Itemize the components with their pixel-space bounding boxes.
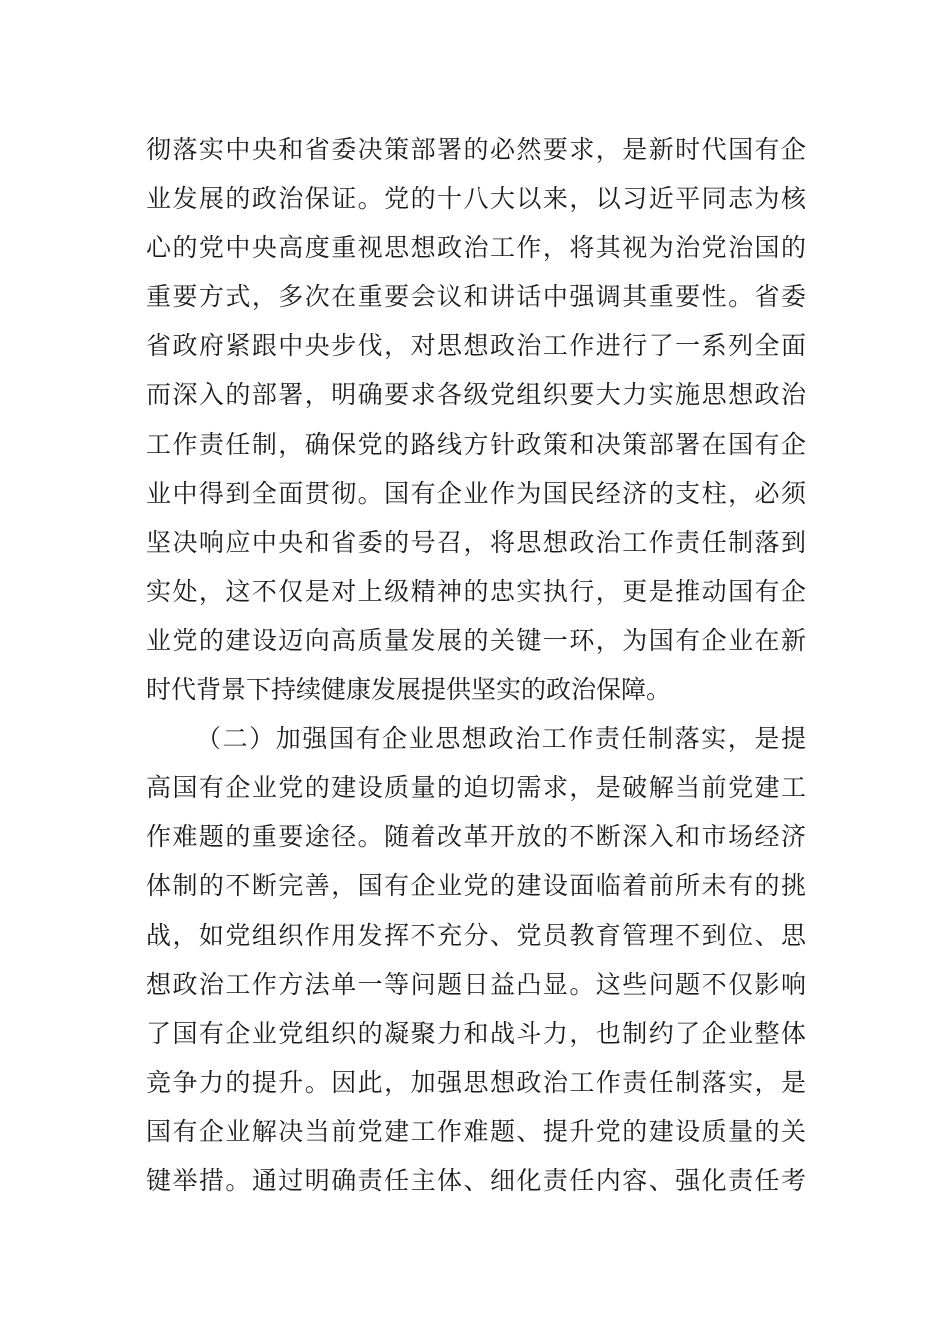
text-line: 想政治工作方法单一等问题日益凸显。这些问题不仅影响: [146, 969, 806, 999]
text-line: 重要方式，多次在重要会议和讲话中强调其重要性。省委: [146, 282, 806, 312]
text-line: 体制的不断完善，国有企业党的建设面临着前所未有的挑: [146, 871, 806, 901]
text-line: 竞争力的提升。因此，加强思想政治工作责任制落实，是: [146, 1067, 806, 1097]
text-line: 而深入的部署，明确要求各级党组织要大力实施思想政治: [146, 380, 806, 410]
section-heading-line: （二）加强国有企业思想政治工作责任制落实，是提: [196, 724, 806, 754]
text-line: 业中得到全面贯彻。国有企业作为国民经济的支柱，必须: [146, 478, 806, 508]
text-line: 彻落实中央和省委决策部署的必然要求，是新时代国有企: [146, 135, 806, 164]
text-line: 坚决响应中央和省委的号召，将思想政治工作责任制落到: [146, 527, 806, 557]
text-line: 战，如党组织作用发挥不充分、党员教育管理不到位、思: [146, 920, 806, 950]
text-line: 国有企业解决当前党建工作难题、提升党的建设质量的关: [146, 1116, 806, 1146]
text-line: 了国有企业党组织的凝聚力和战斗力，也制约了企业整体: [146, 1018, 806, 1048]
text-line: 心的党中央高度重视思想政治工作，将其视为治党治国的: [146, 233, 806, 263]
text-line: 键举措。通过明确责任主体、细化责任内容、强化责任考: [146, 1165, 806, 1195]
text-line: 工作责任制，确保党的路线方针政策和决策部署在国有企: [146, 429, 806, 459]
text-line: 业发展的政治保证。党的十八大以来，以习近平同志为核: [146, 184, 806, 214]
text-line: 实处，这不仅是对上级精神的忠实执行，更是推动国有企: [146, 576, 806, 606]
text-line: 业党的建设迈向高质量发展的关键一环，为国有企业在新: [146, 625, 806, 655]
document-body: [146, 125, 806, 1205]
text-line: 高国有企业党的建设质量的迫切需求，是破解当前党建工: [146, 773, 806, 803]
paragraph-end-line: 时代背景下持续健康发展提供坚实的政治保障。: [146, 675, 672, 705]
text-line: 作难题的重要途径。随着改革开放的不断深入和市场经济: [146, 822, 806, 852]
text-line: 省政府紧跟中央步伐，对思想政治工作进行了一系列全面: [146, 331, 806, 361]
